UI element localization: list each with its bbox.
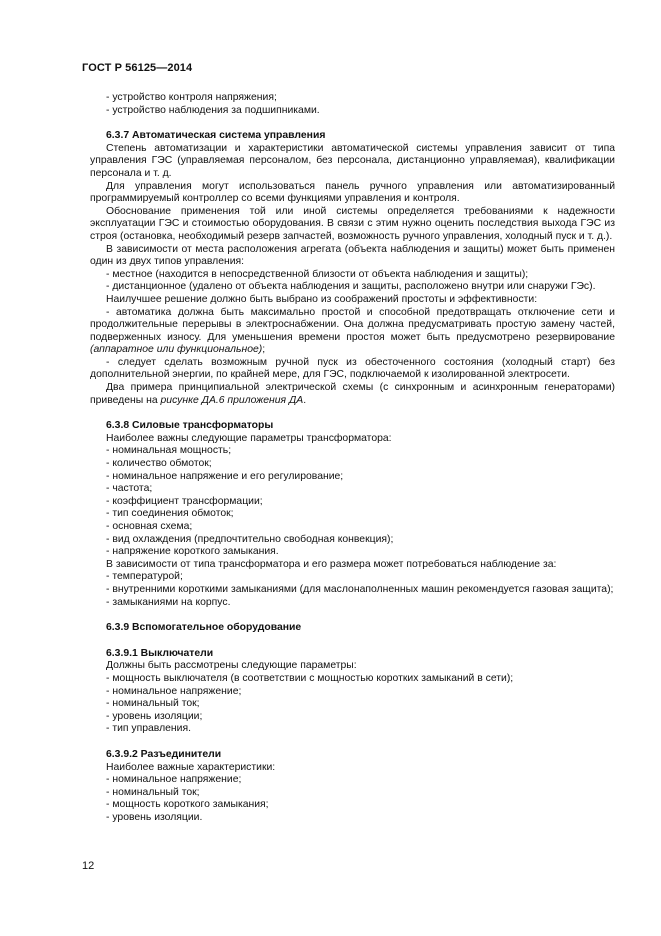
section-heading-6-3-9-1: 6.3.9.1 Выключатели: [106, 647, 214, 659]
list-item: - температурой;: [106, 571, 183, 583]
list-item: - тип управления.: [106, 723, 191, 735]
text-run: .: [303, 394, 307, 406]
list-item: - замыканиями на корпус.: [106, 596, 231, 608]
list-item: - номинальная мощность;: [106, 445, 232, 457]
section-heading-6-3-8: 6.3.8 Силовые трансформаторы: [106, 420, 274, 432]
list-item: - номинальное напряжение и его регулирование;: [106, 470, 344, 482]
paragraph: В зависимости от места расположения агрегата (объекта наблюдения и защиты) может быть применен один из двух типов управления:: [90, 243, 615, 268]
section-heading-6-3-9-2: 6.3.9.2 Разъединители: [106, 748, 222, 760]
list-item: - основная схема;: [106, 521, 193, 532]
list-item: - уровень изоляции.: [106, 811, 203, 823]
paragraph: Наилучшее решение должно быть выбрано из соображений простоты и эффективности:: [106, 293, 538, 305]
paragraph: Для управления могут использоваться панель ручного управления или автоматизированный программируемый контроллер со всеми функциями управления и контроля.: [90, 180, 615, 205]
list-item: - уровень изоляции;: [106, 710, 203, 722]
list-item-manual-start: - следует сделать возможным ручной пуск из обесточенного состояния (холодный старт) без дополнительной энергии, по крайней мере, для ГЭС, подключаемой к изолированной электросети.: [90, 356, 615, 381]
list-item-automation: [90, 307, 615, 357]
list-item: - напряжение короткого замыкания.: [106, 546, 279, 558]
text-run: Два примера принципиальной электрической схемы (с синхронным и асинхронным генераторами) приведены на: [90, 382, 615, 406]
list-item: - внутренними короткими замыканиями (для маслонаполненных машин рекомендуется газовая защита);: [106, 583, 614, 595]
list-item: - номинальное напряжение;: [106, 685, 242, 697]
section-heading-6-3-7: 6.3.7 Автоматическая система управления: [106, 130, 326, 142]
paragraph: Обоснование применения той или иной системы определяется требованиями к надежности эксплуатации ГЭС и стоимостью оборудования. В связи с этим нужно оценить последствия выхода ГЭС из строя (остановка, необходимый резерв запчастей, возможность ручного управления, холодный пуск и т. д.).: [90, 205, 615, 242]
italic-run: (аппаратное или функциональное): [90, 344, 263, 356]
list-item: - номинальный ток;: [106, 786, 200, 798]
document-header: ГОСТ Р 56125—2014: [82, 62, 193, 74]
list-item: - мощность выключателя (в соответствии с мощностью коротких замыканий в сети);: [106, 672, 514, 684]
list-item: - номинальный ток;: [106, 698, 200, 710]
list-item: - вид охлаждения (предпочтительно свободная конвекция);: [106, 533, 394, 545]
list-item: - количество обмоток;: [106, 458, 212, 470]
paragraph: В зависимости от типа трансформатора и его размера может потребоваться наблюдение за:: [106, 558, 557, 570]
figure-link: рисунке ДА.6 приложения ДА: [160, 394, 304, 406]
text-run: ;: [262, 344, 266, 356]
list-item: - устройство наблюдения за подшипниками.: [106, 104, 320, 116]
list-item: - мощность короткого замыкания;: [106, 799, 269, 811]
paragraph: Степень автоматизации и характеристики автоматической системы управления зависит от типа управления ГЭС (управляемая персоналом, без персонала, дистанционно управляемая), квалификации персонала и т. д.: [90, 142, 615, 179]
list-item: - местное (находится в непосредственной близости от объекта наблюдения и защиты);: [106, 268, 529, 280]
list-item: - частота;: [106, 483, 153, 495]
paragraph: Наиболее важные характеристики:: [106, 761, 276, 773]
text-run: - автоматика должна быть максимально простой и способной предотвращать отключение сети и продолжительные перерывы в электроснабжении. Она должна предусматривать простую замену частей, подверженных износу. Для уменьшения времени простоя может быть предусмотрено резервирование: [90, 306, 615, 343]
page-number: 12: [82, 860, 95, 872]
section-heading-6-3-9: 6.3.9 Вспомогательное оборудование: [106, 622, 302, 634]
paragraph: Должны быть рассмотрены следующие параметры:: [106, 660, 357, 672]
paragraph-figure-reference: [90, 382, 615, 407]
list-item: - дистанционное (удалено от объекта наблюдения и защиты, расположено внутри или снаружи ГЭс).: [106, 281, 596, 293]
list-item: - устройство контроля напряжения;: [106, 92, 277, 103]
paragraph: Наиболее важны следующие параметры трансформатора:: [106, 432, 392, 444]
page-content: [90, 92, 615, 824]
list-item: - коэффициент трансформации;: [106, 495, 263, 507]
list-item: - тип соединения обмоток;: [106, 508, 234, 520]
list-item: - номинальное напряжение;: [106, 774, 242, 786]
